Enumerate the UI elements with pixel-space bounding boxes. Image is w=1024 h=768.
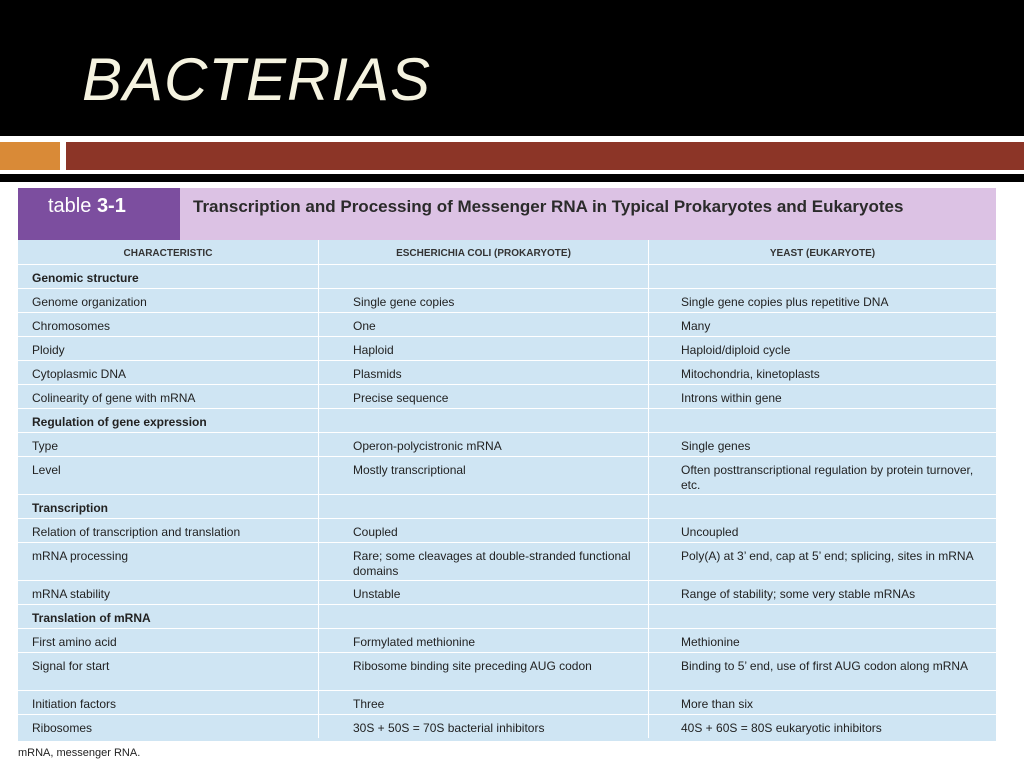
empty-cell (318, 409, 648, 432)
characteristic-cell: mRNA stability (32, 587, 111, 601)
prokaryote-cell: Precise sequence (318, 385, 648, 408)
prokaryote-cell: Mostly transcriptional (318, 457, 648, 494)
prokaryote-cell: Rare; some cleavages at double-stranded functional domains (318, 543, 648, 580)
section-heading: Regulation of gene expression (32, 415, 207, 429)
prokaryote-cell: 30S + 50S = 70S bacterial inhibitors (318, 715, 648, 738)
table-row (18, 456, 996, 494)
table-row (18, 312, 996, 336)
table-row (18, 652, 996, 690)
empty-cell (648, 409, 996, 432)
prokaryote-cell: Unstable (318, 581, 648, 604)
characteristic-cell: Ribosomes (32, 721, 93, 735)
table-row (18, 542, 996, 580)
characteristic-cell: Genome organization (32, 295, 147, 309)
accent-bar-red (66, 142, 1024, 170)
eukaryote-cell: More than six (648, 691, 996, 714)
table-row (18, 384, 996, 408)
table-number-badge (18, 188, 180, 240)
section-heading: Genomic structure (32, 271, 139, 285)
table-section-row (18, 604, 996, 628)
prokaryote-cell: Haploid (318, 337, 648, 360)
accent-bar-orange (0, 142, 60, 170)
prokaryote-cell: Single gene copies (318, 289, 648, 312)
column-header-prokaryote: ESCHERICHIA COLI (PROKARYOTE) (318, 240, 648, 264)
eukaryote-cell: 40S + 60S = 80S eukaryotic inhibitors (648, 715, 996, 738)
table-row (18, 714, 996, 738)
table-section-row (18, 264, 996, 288)
characteristic-cell: mRNA processing (32, 549, 129, 563)
empty-cell (648, 495, 996, 518)
prokaryote-cell: Coupled (318, 519, 648, 542)
prokaryote-cell: One (318, 313, 648, 336)
section-heading: Translation of mRNA (32, 611, 151, 625)
eukaryote-cell: Many (648, 313, 996, 336)
eukaryote-cell: Introns within gene (648, 385, 996, 408)
eukaryote-cell: Mitochondria, kinetoplasts (648, 361, 996, 384)
empty-cell (318, 605, 648, 628)
prokaryote-cell: Plasmids (318, 361, 648, 384)
table-footnote: mRNA, messenger RNA. (18, 747, 141, 759)
characteristic-cell: Relation of transcription and translation (32, 525, 241, 539)
table-row (18, 518, 996, 542)
prokaryote-cell: Formylated methionine (318, 629, 648, 652)
table-number-prefix: table (48, 195, 92, 217)
divider-stripe-dark (0, 174, 1024, 182)
characteristic-cell: Cytoplasmic DNA (32, 367, 127, 381)
table-row (18, 690, 996, 714)
table-number: 3-1 (96, 195, 126, 217)
table-row (18, 336, 996, 360)
table-grid (18, 240, 996, 738)
eukaryote-cell: Poly(A) at 3’ end, cap at 5’ end; splicing, sites in mRNA (648, 543, 996, 580)
prokaryote-cell: Operon-polycistronic mRNA (318, 433, 648, 456)
eukaryote-cell: Single genes (648, 433, 996, 456)
table-section-row (18, 494, 996, 518)
empty-cell (648, 605, 996, 628)
table-row (18, 432, 996, 456)
table-row (18, 580, 996, 604)
eukaryote-cell: Often posttranscriptional regulation by protein turnover, etc. (648, 457, 996, 494)
characteristic-cell: Level (32, 463, 61, 477)
characteristic-cell: Colinearity of gene with mRNA (32, 391, 196, 405)
table-caption: Transcription and Processing of Messenger RNA in Typical Prokaryotes and Eukaryotes (193, 197, 904, 216)
prokaryote-cell: Three (318, 691, 648, 714)
column-header-characteristic: CHARACTERISTIC (123, 248, 213, 259)
table-row (18, 628, 996, 652)
table-column-header-row (18, 240, 996, 264)
slide-title: BACTERIAS (82, 46, 432, 113)
empty-cell (318, 265, 648, 288)
section-heading: Transcription (32, 501, 109, 515)
table-section-row (18, 408, 996, 432)
column-header-eukaryote: YEAST (EUKARYOTE) (648, 240, 996, 264)
table-row (18, 360, 996, 384)
characteristic-cell: First amino acid (32, 635, 117, 649)
empty-cell (318, 495, 648, 518)
eukaryote-cell: Haploid/diploid cycle (648, 337, 996, 360)
eukaryote-cell: Methionine (648, 629, 996, 652)
characteristic-cell: Chromosomes (32, 319, 111, 333)
data-table (18, 188, 996, 741)
eukaryote-cell: Range of stability; some very stable mRNAs (648, 581, 996, 604)
prokaryote-cell: Ribosome binding site preceding AUG codon (318, 653, 648, 690)
eukaryote-cell: Binding to 5’ end, use of first AUG codon along mRNA (648, 653, 996, 690)
empty-cell (648, 265, 996, 288)
eukaryote-cell: Single gene copies plus repetitive DNA (648, 289, 996, 312)
characteristic-cell: Initiation factors (32, 697, 117, 711)
characteristic-cell: Signal for start (32, 659, 110, 673)
eukaryote-cell: Uncoupled (648, 519, 996, 542)
table-row (18, 288, 996, 312)
characteristic-cell: Ploidy (32, 343, 65, 357)
table-header (18, 188, 996, 240)
characteristic-cell: Type (32, 439, 59, 453)
